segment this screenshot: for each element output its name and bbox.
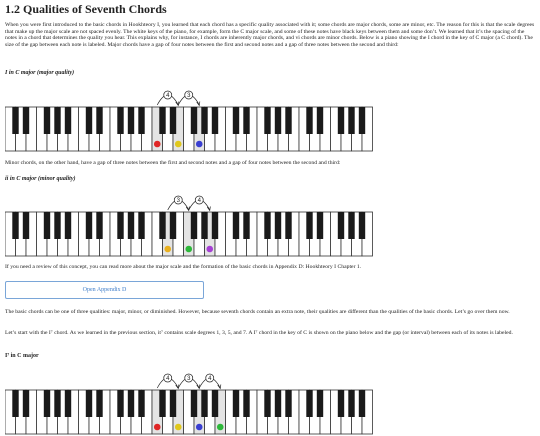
black-key — [96, 212, 102, 239]
interval-label: 3 — [187, 93, 191, 100]
black-key — [285, 390, 291, 417]
black-key — [243, 212, 249, 239]
note-marker — [154, 141, 161, 148]
heading-seventh-chord: I⁷ in C major — [5, 353, 39, 359]
black-key — [170, 212, 176, 239]
black-key — [264, 212, 270, 239]
black-key — [306, 107, 312, 134]
black-key — [170, 390, 176, 417]
intro-paragraph: When you were first introduced to the basic chords in Hookhteory I, you learned that each chord has a specific quality associated with it; some chords are major chords, some are minor, etc. The reason for this is that the scale degrees that make up the major scale are not spaced evenly. The white keys of the piano, for example, form the C major scale, and some of these notes have black keys between them and some don’t. We learned that it’s the spacing of the notes in a chord that determines the quality you hear. This explains why, for instance, I chords are inherently major chords, and vi chords are minor chords. Below is a piano showing the I chord in the key of C major (a C chord). The size of the gap between each note is labeled. Major chords have a gap of four notes between the first and second notes and a gap of three notes between the second and third: — [5, 22, 535, 48]
black-key — [191, 107, 197, 134]
black-key — [128, 107, 134, 134]
black-key — [275, 212, 281, 239]
black-key — [233, 390, 239, 417]
black-key — [359, 212, 365, 239]
black-key — [12, 212, 18, 239]
black-key — [338, 212, 344, 239]
black-key — [128, 212, 134, 239]
note-marker — [206, 246, 213, 253]
black-key — [54, 212, 60, 239]
note-marker — [164, 246, 171, 253]
open-appendix-d-button[interactable]: Open Appendix D — [5, 281, 204, 299]
note-marker — [175, 141, 182, 148]
minor-paragraph: Minor chords, on the other hand, have a gap of three notes between the first and second notes and a gap of four notes between the second and third: — [5, 160, 341, 166]
black-key — [243, 390, 249, 417]
page-title: 1.2 Qualities of Seventh Chords — [5, 2, 167, 16]
black-key — [359, 390, 365, 417]
black-key — [54, 107, 60, 134]
black-key — [96, 390, 102, 417]
black-key — [212, 212, 218, 239]
note-marker — [217, 424, 224, 431]
black-key — [317, 107, 323, 134]
black-key — [54, 390, 60, 417]
heading-minor-quality: ii in C major (minor quality) — [5, 176, 76, 182]
note-marker — [196, 141, 203, 148]
black-key — [86, 390, 92, 417]
black-key — [264, 390, 270, 417]
black-key — [275, 107, 281, 134]
qualities-paragraph: The basic chords can be one of three qualities: major, minor, or diminished. However, because seventh chords contain an extra note, their qualities are different than the qualities of the basic chords. Let’s go over them now. — [5, 309, 510, 315]
black-key — [201, 390, 207, 417]
black-key — [338, 107, 344, 134]
note-marker — [154, 424, 161, 431]
black-key — [12, 390, 18, 417]
black-key — [65, 107, 71, 134]
black-key — [170, 107, 176, 134]
black-key — [159, 212, 165, 239]
interval-label: 4 — [166, 376, 170, 383]
interval-label: 4 — [166, 93, 170, 100]
black-key — [212, 390, 218, 417]
black-key — [96, 107, 102, 134]
interval-label: 3 — [187, 376, 191, 383]
interval-label: 3 — [176, 198, 180, 205]
black-key — [138, 390, 144, 417]
black-key — [117, 390, 123, 417]
black-key — [348, 212, 354, 239]
black-key — [138, 212, 144, 239]
note-marker — [175, 424, 182, 431]
black-key — [86, 107, 92, 134]
black-key — [44, 212, 50, 239]
heading-major-quality: I in C major (major quality) — [5, 70, 75, 76]
black-key — [23, 390, 29, 417]
black-key — [306, 390, 312, 417]
black-key — [317, 212, 323, 239]
black-key — [65, 212, 71, 239]
black-key — [338, 390, 344, 417]
note-marker — [196, 424, 203, 431]
black-key — [117, 212, 123, 239]
black-key — [44, 390, 50, 417]
interval-label: 4 — [197, 198, 201, 205]
black-key — [201, 212, 207, 239]
black-key — [23, 212, 29, 239]
black-key — [138, 107, 144, 134]
black-key — [348, 390, 354, 417]
review-paragraph: If you need a review of this concept, you can read more about the major scale and the formation of the basic chords in Appendix D: Hookhteory I Chapter 1. — [5, 264, 362, 270]
black-key — [243, 107, 249, 134]
black-key — [12, 107, 18, 134]
black-key — [285, 107, 291, 134]
piano-keyboard-seventh — [5, 368, 535, 436]
black-key — [128, 390, 134, 417]
black-key — [348, 107, 354, 134]
black-key — [359, 107, 365, 134]
interval-label: 4 — [208, 376, 212, 383]
black-key — [233, 107, 239, 134]
black-key — [65, 390, 71, 417]
black-key — [159, 390, 165, 417]
black-key — [275, 390, 281, 417]
seventh-chord-paragraph: Let’s start with the I⁷ chord. As we learned in the previous section, it⁷ contains scale degrees 1, 3, 5, and 7. A I⁷ chord in the key of C is shown on the piano below and the gap (or interval) between each of its notes is labeled. — [5, 330, 513, 336]
piano-keyboard-major — [5, 85, 535, 153]
black-key — [306, 212, 312, 239]
black-key — [86, 212, 92, 239]
black-key — [159, 107, 165, 134]
black-key — [317, 390, 323, 417]
black-key — [212, 107, 218, 134]
black-key — [264, 107, 270, 134]
black-key — [191, 212, 197, 239]
black-key — [285, 212, 291, 239]
note-marker — [185, 246, 192, 253]
black-key — [233, 212, 239, 239]
black-key — [23, 107, 29, 134]
black-key — [201, 107, 207, 134]
black-key — [117, 107, 123, 134]
piano-keyboard-minor — [5, 190, 535, 258]
black-key — [44, 107, 50, 134]
black-key — [191, 390, 197, 417]
